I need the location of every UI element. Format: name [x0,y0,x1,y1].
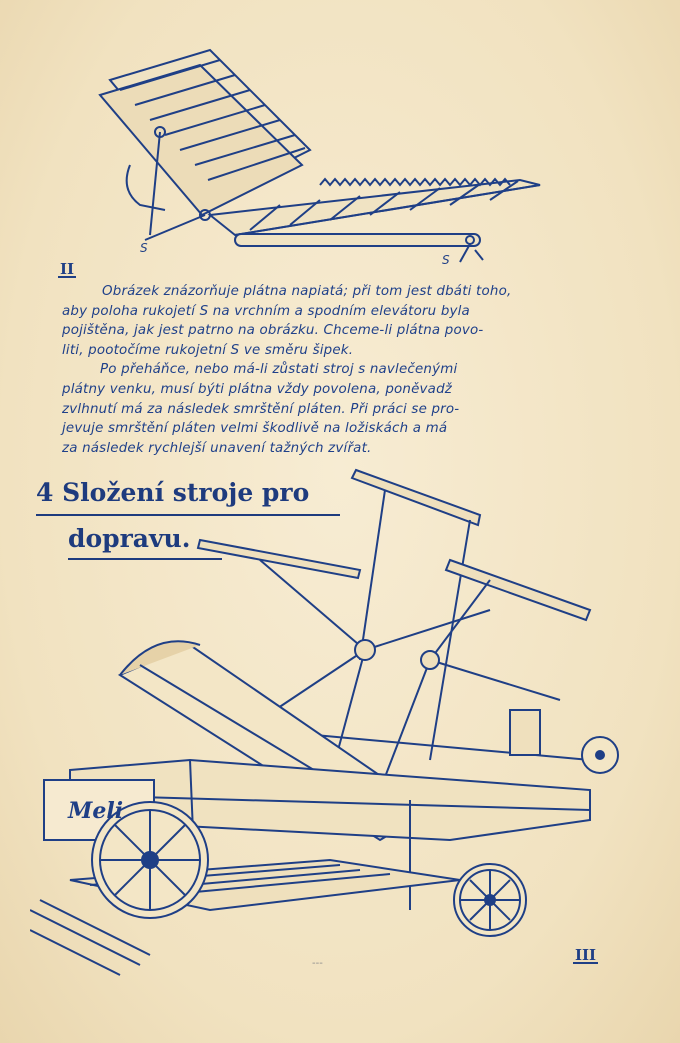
paragraph-line: aby poloha rukojetí S na vrchním a spodním elevátoru byla [62,303,470,319]
paragraph-line: Obrázek znázorňuje plátna napiatá; při tom jest dbáti toho, [102,284,512,299]
paragraph-line: Po přeháňce, nebo má-li zůstati stroj s navlečenými [100,362,458,378]
elevator-canvas-illustration [90,40,560,280]
paragraph-line: plátny venku, musí býti plátna vždy povolena, poněvadž [62,381,452,397]
heading-line-2: dopravu. [68,520,222,560]
section-heading [36,474,340,560]
part-label-s-right: S [442,253,450,267]
paragraph-line: za následek rychlejší unavení tažných zvířat. [62,440,372,456]
paragraph-line: zvlhnutí má za následek smrštění pláten. Při práci se pro- [62,401,460,417]
part-label-s-left: S [140,241,148,255]
description-paragraph [62,282,622,458]
heading-line-1: 4 Složení stroje pro [36,474,340,516]
paragraph-line: pojištěna, jak jest patrno na obrázku. Chceme-li plátna povo- [62,323,484,339]
page-mark: --- [312,958,323,969]
paragraph-line: jevuje smrštění pláten velmi škodlivě na ložiskách a má [62,421,448,437]
paragraph-line: liti, pootočíme rukojetní S ve směru šipek. [62,342,354,358]
figure-label-ii: II [60,260,75,278]
brand-lettering: Meli [68,798,124,824]
figure-label-iii: III [575,946,597,964]
